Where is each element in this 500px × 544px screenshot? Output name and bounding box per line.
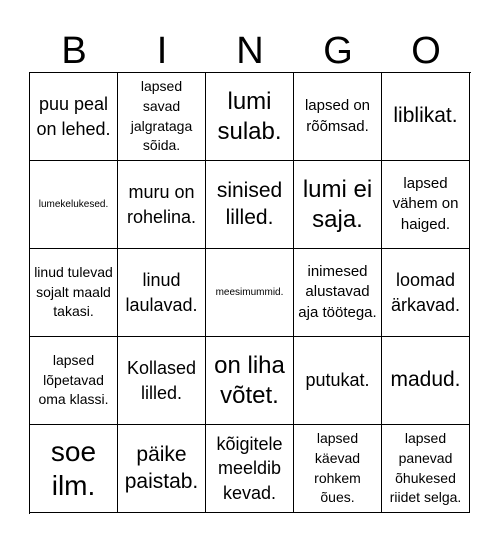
bingo-cell-text: madud. (390, 368, 461, 392)
header-letter-o: O (411, 30, 441, 72)
bingo-cell-r1-c2[interactable] (118, 73, 206, 161)
bingo-cell-text: inimesed alustavad aja töötega. (298, 263, 377, 321)
bingo-cell-r4-c1[interactable] (30, 337, 118, 425)
bingo-cell-r5-c4[interactable] (294, 425, 382, 513)
bingo-cell-text: lumi ei saja. (302, 175, 373, 233)
bingo-cell-text: putukat. (305, 370, 370, 391)
header-letter-n: N (236, 30, 264, 72)
bingo-cell-r1-c1[interactable] (30, 73, 118, 161)
bingo-cell-text: soe ilm. (50, 435, 97, 501)
bingo-cell-r4-c5[interactable] (382, 337, 470, 425)
bingo-cell-r5-c1[interactable] (30, 425, 118, 513)
bingo-cell-r2-c4[interactable] (294, 161, 382, 249)
bingo-cell-r5-c5[interactable] (382, 425, 470, 513)
bingo-cell-r1-c4[interactable] (294, 73, 382, 161)
bingo-cell-text: liblikat. (393, 104, 458, 128)
bingo-grid (29, 72, 471, 514)
header-letter-b: B (61, 30, 87, 72)
bingo-cell-r4-c4[interactable] (294, 337, 382, 425)
bingo-cell-r3-c1[interactable] (30, 249, 118, 337)
bingo-cell-r3-c3[interactable] (206, 249, 294, 337)
bingo-cell-text: loomad ärkavad. (390, 270, 461, 315)
bingo-cell-text: päike paistab. (124, 443, 199, 493)
bingo-cell-text: linud tulevad sojalt maald takasi. (34, 264, 113, 320)
bingo-cell-text: lapsed käevad rohkem õues. (314, 430, 361, 506)
bingo-cell-r1-c3[interactable] (206, 73, 294, 161)
bingo-cell-text: lapsed lõpetavad oma klassi. (38, 352, 109, 408)
bingo-cell-r2-c1[interactable] (30, 161, 118, 249)
bingo-cell-r5-c2[interactable] (118, 425, 206, 513)
bingo-cell-r3-c4[interactable] (294, 249, 382, 337)
bingo-cell-r1-c5[interactable] (382, 73, 470, 161)
header-letter-g: G (323, 30, 353, 72)
bingo-cell-text: Kollased lilled. (126, 358, 197, 403)
bingo-cell-text: muru on rohelina. (126, 182, 197, 227)
bingo-cell-r3-c2[interactable] (118, 249, 206, 337)
bingo-cell-r2-c3[interactable] (206, 161, 294, 249)
bingo-cell-text: lapsed panevad õhukesed riidet selga. (389, 430, 462, 506)
bingo-cell-text: sinised lilled. (216, 179, 283, 229)
bingo-cell-r4-c2[interactable] (118, 337, 206, 425)
bingo-cell-text: lapsed on rõõmsad. (304, 97, 371, 135)
bingo-cell-text: lapsed vähem on haiged. (392, 175, 459, 233)
bingo-cell-r2-c2[interactable] (118, 161, 206, 249)
header-letter-i: I (156, 30, 168, 72)
bingo-cell-text: lapsed savad jalgrataga sõida. (130, 78, 193, 154)
bingo-cell-r4-c3[interactable] (206, 337, 294, 425)
bingo-cell-text: lumekelukesed. (38, 198, 109, 210)
bingo-cell-text: linud laulavad. (125, 270, 198, 315)
bingo-header (30, 30, 470, 72)
bingo-cell-text: meesimummid. (215, 286, 284, 298)
bingo-cell-text: puu peal on lehed. (36, 94, 111, 139)
bingo-cell-r3-c5[interactable] (382, 249, 470, 337)
bingo-cell-text: on liha võtet. (214, 351, 285, 409)
bingo-cell-r5-c3[interactable] (206, 425, 294, 513)
bingo-cell-text: kõigitele meeldib kevad. (216, 434, 283, 503)
bingo-cell-r2-c5[interactable] (382, 161, 470, 249)
bingo-cell-text: lumi sulab. (217, 87, 282, 145)
